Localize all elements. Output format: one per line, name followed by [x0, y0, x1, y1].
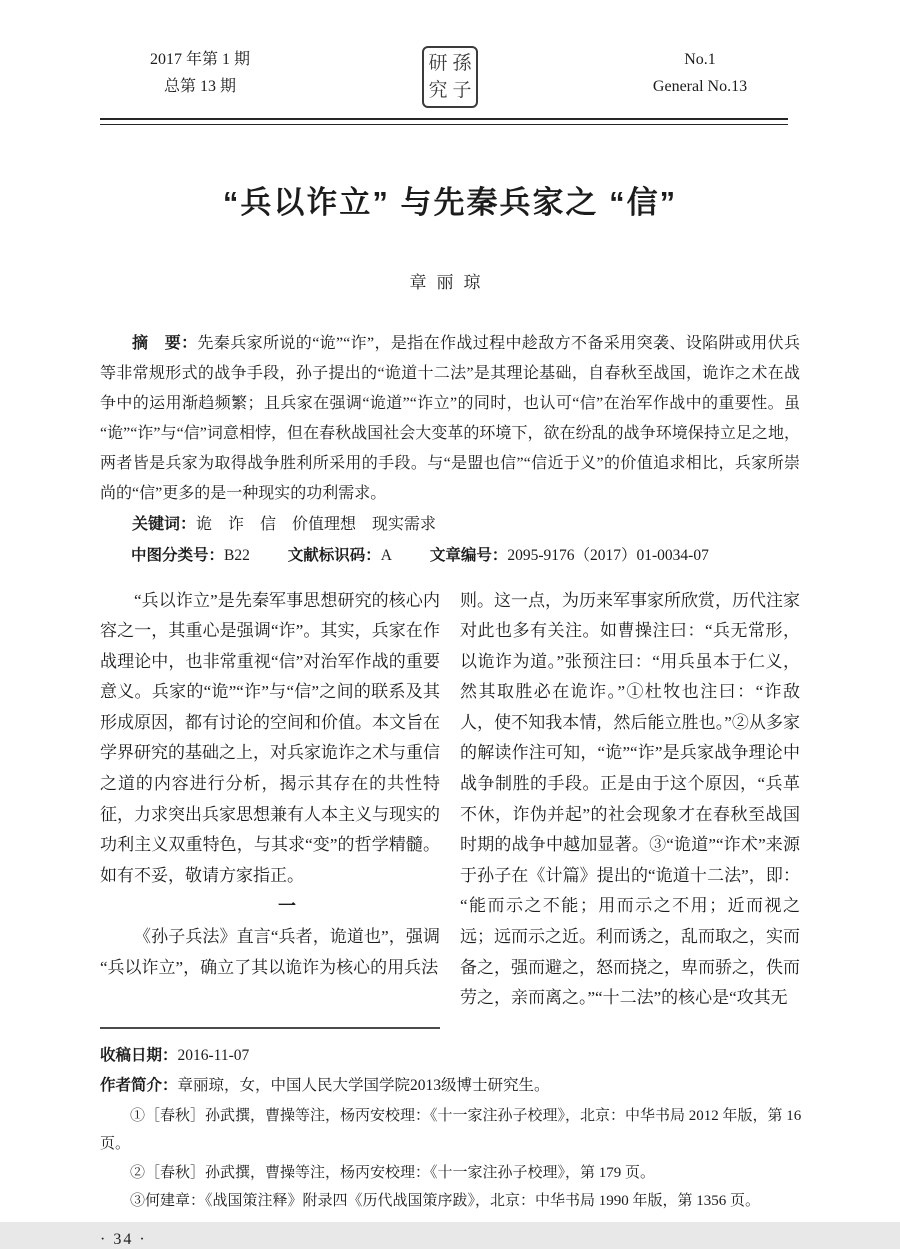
body-paragraph: 则。这一点，为历来军事家所欣赏，历代注家对此也多有关注。如曹操注曰：“兵无常形，以诡诈为道。”张预注曰：“用兵虽本于仁义，然其取胜必在诡诈。”①杜牧也注曰：“诈敌人，使不知我本情，然后能立胜也。”②从多家的解读作注可知，“诡”“诈”是兵家战争理论中战争制胜的手段。正是由于这个原因，“兵革不休，诈伪并起”的社会现象才在春秋至战国时期的战争中越加显著。③“诡道”“诈术”来源于孙子在《计篇》提出的“诡道十二法”，即：“能而示之不能；用而示之不用；近而视之远；远而示之近。利而诱之，乱而取之，实而备之，强而避之，怒而挠之，卑而骄之，佚而劳之，亲而离之。”“十二法”的核心是“攻其无	[460, 590, 800, 1008]
author-bio-label: 作者简介：	[100, 1076, 178, 1094]
header-divider	[100, 118, 788, 125]
received-date-label: 收稿日期：	[100, 1046, 178, 1064]
article-id-value: 2095-9176（2017）01-0034-07	[507, 546, 709, 564]
footnote-item: ③何建章：《战国策注释》附录四《历代战国策序跋》，北京：中华书局 1990 年版，第 1356 页。	[130, 1193, 761, 1210]
article-body	[100, 586, 800, 1014]
page-number: · 34 ·	[100, 1230, 147, 1248]
body-paragraph: 《孙子兵法》直言“兵者，诡道也”，强调“兵以诈立”，确立了其以诡诈为核心的用兵法	[100, 927, 440, 977]
issue-info	[100, 46, 300, 100]
article-title: “兵以诈立” 与先秦兵家之 “信”	[222, 184, 678, 220]
page-header	[0, 0, 900, 108]
no-line2: General No.13	[652, 78, 748, 95]
no-line1: No.1	[684, 51, 716, 68]
right-column	[460, 586, 800, 1014]
clc-label: 中图分类号：	[131, 546, 225, 564]
seal-char: 究	[428, 80, 448, 101]
footnote-divider	[100, 1027, 440, 1029]
footnote-item: ②［春秋］孙武撰，曹操等注，杨丙安校理：《十一家注孙子校理》，第 179 页。	[130, 1164, 656, 1181]
doc-code-label: 文献标识码：	[287, 546, 381, 564]
article-id-group	[430, 547, 709, 564]
left-column	[100, 586, 440, 1014]
section-heading: 一	[278, 896, 298, 917]
keywords-label: 关键词：	[132, 515, 197, 533]
footnote-item: ①［春秋］孙武撰，曹操等注，杨丙安校理：《十一家注孙子校理》，北京：中华书局 2012 年版，第 16 页。	[100, 1107, 802, 1153]
abstract-text: 先秦兵家所说的“诡”“诈”，是指在作战过程中趁敌方不备采用突袭、设陷阱或用伏兵等非常规形式的战争手段，孙子提出的“诡道十二法”是其理论基础，自春秋至战国，诡诈之术在战争中的运用渐趋频繁；且兵家在强调“诡道”“诈立”的同时，也认可“信”在治军作战中的重要性。虽“诡”“诈”与“信”词意相悖，但在春秋战国社会大变革的环境下，欲在纷乱的战争环境保持立足之地，两者皆是兵家为取得战争胜利所采用的手段。与“是盟也信”“信近于义”的价值追求相比，兵家所崇尚的“信”更多的是一种现实的功利需求。	[100, 334, 800, 502]
journal-seal-icon	[422, 46, 478, 108]
author-bio-line	[100, 1071, 810, 1101]
abstract-label: 摘 要：	[132, 334, 198, 352]
issue-number-en	[600, 46, 800, 100]
article-id-label: 文章编号：	[429, 546, 508, 564]
keywords	[100, 509, 800, 540]
doc-code-value: A	[380, 546, 392, 564]
received-date-line	[100, 1041, 810, 1071]
classification-line	[100, 540, 800, 571]
keywords-text: 诡 诈 信 价值理想 现实需求	[196, 515, 437, 533]
clc-group	[131, 547, 250, 564]
seal-char: 子	[452, 80, 472, 101]
footnotes	[100, 1102, 810, 1216]
issue-line1: 2017 年第 1 期	[149, 51, 250, 68]
abstract	[100, 329, 800, 509]
article-author: 章丽琼	[409, 272, 491, 292]
seal-char: 孫	[452, 53, 472, 74]
body-paragraph: “兵以诈立”是先秦军事思想研究的核心内容之一，其重心是强调“诈”。其实，兵家在作战理论中，也非常重视“信”对治军作战的重要意义。兵家的“诡”“诈”与“信”之间的联系及其形成原因，都有讨论的空间和价值。本文旨在学界研究的基础之上，对兵家诡诈之术与重信之道的内容进行分析，揭示其存在的共性特征，力求突出兵家思想兼有人本主义与现实的功利主义双重特色，与其求“变”的哲学精髓。如有不妥，敬请方家指正。	[100, 590, 440, 885]
issue-line2: 总第 13 期	[163, 78, 236, 95]
clc-value: B22	[224, 546, 250, 564]
author-bio-value: 章丽琼，女，中国人民大学国学院2013级博士研究生。	[177, 1076, 550, 1094]
received-date-value: 2016-11-07	[177, 1046, 250, 1064]
doc-code-group	[288, 547, 392, 564]
seal-char: 研	[428, 53, 448, 74]
